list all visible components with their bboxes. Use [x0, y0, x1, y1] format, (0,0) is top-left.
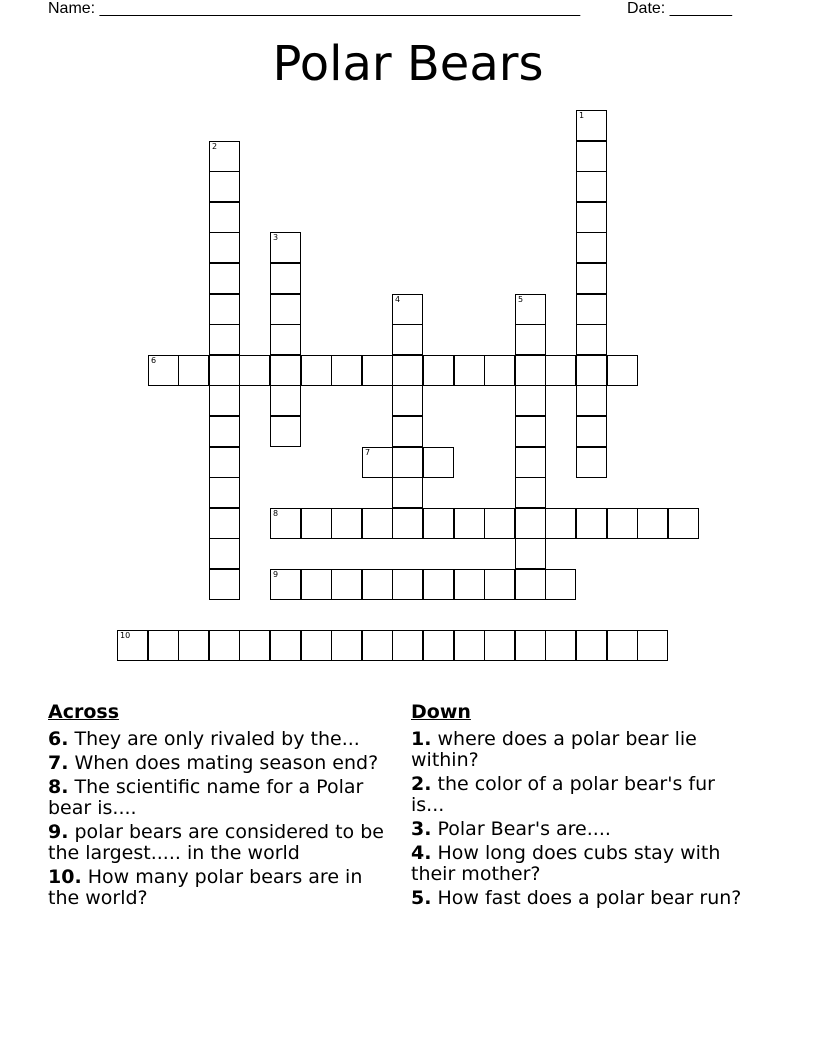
grid-cell[interactable]: [423, 508, 454, 539]
grid-cell[interactable]: [209, 171, 240, 202]
grid-cell[interactable]: [270, 569, 301, 600]
across-clue: 7. When does mating season end?: [48, 752, 379, 774]
grid-cell[interactable]: [392, 385, 423, 416]
grid-cell[interactable]: [515, 538, 546, 569]
grid-cell[interactable]: [392, 447, 423, 478]
grid-cell[interactable]: [392, 324, 423, 355]
grid-cell[interactable]: [392, 508, 423, 539]
grid-cell[interactable]: [576, 508, 607, 539]
grid-cell[interactable]: [576, 232, 607, 263]
down-clue: 4. How long does cubs stay with their mother?: [411, 842, 721, 885]
grid-cell[interactable]: [576, 630, 607, 661]
grid-cell[interactable]: [576, 171, 607, 202]
grid-cell[interactable]: [301, 355, 332, 386]
grid-cell[interactable]: [454, 630, 485, 661]
grid-cell[interactable]: [362, 508, 393, 539]
down-clue: 5. How fast does a polar bear run?: [411, 887, 742, 909]
grid-cell[interactable]: [392, 477, 423, 508]
grid-cell[interactable]: [515, 324, 546, 355]
grid-cell[interactable]: [362, 569, 393, 600]
down-clue: 3. Polar Bear's are....: [411, 818, 611, 840]
grid-cell[interactable]: [270, 630, 301, 661]
grid-cell[interactable]: [423, 630, 454, 661]
cell-number: 9: [273, 570, 279, 579]
grid-cell[interactable]: [637, 630, 668, 661]
grid-cell[interactable]: [209, 447, 240, 478]
grid-cell[interactable]: [515, 355, 546, 386]
puzzle-title: Polar Bears: [272, 36, 544, 92]
grid-cell[interactable]: [209, 538, 240, 569]
grid-cell[interactable]: [362, 355, 393, 386]
grid-cell[interactable]: [484, 508, 515, 539]
grid-cell[interactable]: [607, 508, 638, 539]
grid-cell[interactable]: [270, 355, 301, 386]
grid-cell[interactable]: [576, 324, 607, 355]
across-heading: Across: [48, 701, 120, 723]
grid-cell[interactable]: [270, 294, 301, 325]
grid-cell[interactable]: [392, 630, 423, 661]
grid-cell[interactable]: [454, 508, 485, 539]
date-field-label: Date: _______: [627, 0, 732, 17]
grid-cell[interactable]: [576, 416, 607, 447]
grid-cell[interactable]: [515, 477, 546, 508]
across-clue: 8. The scientific name for a Polar bear is....: [48, 776, 364, 819]
across-clue: 9. polar bears are considered to be the largest..... in the world: [48, 821, 384, 864]
grid-cell[interactable]: [545, 630, 576, 661]
grid-cell[interactable]: [545, 508, 576, 539]
down-clue: 2. the color of a polar bear's fur is...: [411, 773, 715, 816]
cell-number: 1: [579, 111, 585, 120]
grid-cell[interactable]: [515, 416, 546, 447]
across-clues: [48, 702, 388, 912]
grid-cell[interactable]: [515, 569, 546, 600]
grid-cell[interactable]: [607, 355, 638, 386]
grid-cell[interactable]: [239, 355, 270, 386]
grid-cell[interactable]: [545, 355, 576, 386]
grid-cell[interactable]: [576, 141, 607, 172]
grid-cell[interactable]: [637, 508, 668, 539]
grid-cell[interactable]: [484, 630, 515, 661]
grid-cell[interactable]: [392, 294, 423, 325]
grid-cell[interactable]: [576, 202, 607, 233]
grid-cell[interactable]: [515, 294, 546, 325]
grid-cell[interactable]: [239, 630, 270, 661]
grid-cell[interactable]: [576, 263, 607, 294]
grid-cell[interactable]: [392, 416, 423, 447]
cell-number: 7: [365, 448, 371, 457]
grid-cell[interactable]: [576, 447, 607, 478]
grid-cell[interactable]: [301, 569, 332, 600]
grid-cell[interactable]: [209, 294, 240, 325]
grid-cell[interactable]: [454, 355, 485, 386]
grid-cell[interactable]: [209, 630, 240, 661]
grid-cell[interactable]: [362, 630, 393, 661]
grid-cell[interactable]: [178, 630, 209, 661]
grid-cell[interactable]: [148, 630, 179, 661]
grid-cell[interactable]: [148, 355, 179, 386]
grid-cell[interactable]: [178, 355, 209, 386]
grid-cell[interactable]: [209, 202, 240, 233]
cell-number: 2: [212, 142, 218, 151]
grid-cell[interactable]: [362, 447, 393, 478]
grid-cell[interactable]: [209, 324, 240, 355]
grid-cell[interactable]: [331, 508, 362, 539]
grid-cell[interactable]: [331, 630, 362, 661]
grid-cell[interactable]: [576, 294, 607, 325]
grid-cell[interactable]: [423, 447, 454, 478]
cell-number: 5: [518, 295, 524, 304]
grid-cell[interactable]: [209, 477, 240, 508]
grid-cell[interactable]: [484, 569, 515, 600]
grid-cell[interactable]: [331, 355, 362, 386]
cell-number: 3: [273, 233, 279, 242]
grid-cell[interactable]: [423, 355, 454, 386]
grid-cell[interactable]: [301, 630, 332, 661]
grid-cell[interactable]: [515, 508, 546, 539]
grid-cell[interactable]: [209, 416, 240, 447]
grid-cell[interactable]: [423, 569, 454, 600]
grid-cell[interactable]: [392, 355, 423, 386]
grid-cell[interactable]: [270, 263, 301, 294]
grid-cell[interactable]: [607, 630, 638, 661]
grid-cell[interactable]: [209, 569, 240, 600]
grid-cell[interactable]: [576, 385, 607, 416]
grid-cell[interactable]: [270, 416, 301, 447]
grid-cell[interactable]: [515, 385, 546, 416]
grid-cell[interactable]: [209, 385, 240, 416]
across-clue: 6. They are only rivaled by the...: [48, 728, 360, 750]
grid-cell[interactable]: [392, 569, 423, 600]
grid-cell[interactable]: [209, 508, 240, 539]
grid-cell[interactable]: [454, 569, 485, 600]
grid-cell[interactable]: [545, 569, 576, 600]
grid-cell[interactable]: [484, 355, 515, 386]
down-clues: [411, 702, 751, 912]
grid-cell[interactable]: [270, 324, 301, 355]
grid-cell[interactable]: [576, 110, 607, 141]
grid-cell[interactable]: [301, 508, 332, 539]
grid-cell[interactable]: [515, 447, 546, 478]
cell-number: 10: [120, 631, 131, 640]
grid-cell[interactable]: [209, 141, 240, 172]
grid-cell[interactable]: [576, 355, 607, 386]
grid-cell[interactable]: [515, 630, 546, 661]
grid-cell[interactable]: [117, 630, 148, 661]
grid-cell[interactable]: [209, 355, 240, 386]
down-clue: 1. where does a polar bear lie within?: [411, 728, 697, 771]
grid-cell[interactable]: [209, 232, 240, 263]
grid-cell[interactable]: [270, 508, 301, 539]
cell-number: 4: [395, 295, 401, 304]
name-field-label: Name: ______________________________________________________: [48, 0, 581, 17]
grid-cell[interactable]: [270, 232, 301, 263]
down-heading: Down: [411, 701, 471, 723]
across-clue: 10. How many polar bears are in the world?: [48, 866, 363, 909]
cell-number: 6: [151, 356, 157, 365]
grid-cell[interactable]: [270, 385, 301, 416]
cell-number: 8: [273, 509, 279, 518]
grid-cell[interactable]: [209, 263, 240, 294]
grid-cell[interactable]: [331, 569, 362, 600]
grid-cell[interactable]: [668, 508, 699, 539]
